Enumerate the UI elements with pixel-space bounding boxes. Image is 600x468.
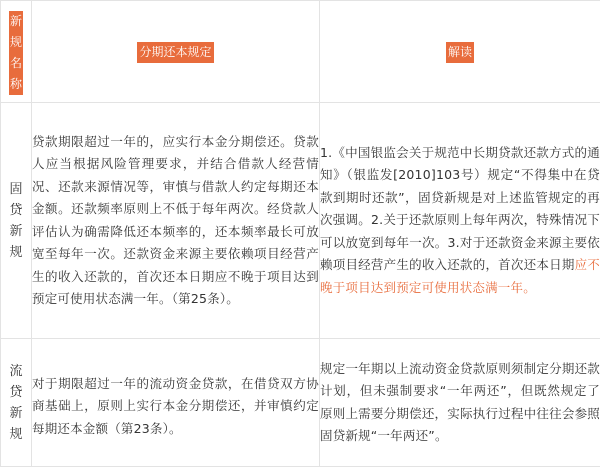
row-name-char: 规	[9, 244, 23, 260]
interpretation-highlight: 应不晚于项目达到预定可使用状态满一年。	[320, 257, 600, 295]
interpretation-text: 1.《中国银监会关于规范中长期贷款还款方式的通知》（银监发[2010]103号）规定“不得集中在贷款到期时还款”，固贷新规是对上述监管规定的再次强调。2.关于还款原则上每年两次，特殊情况下可以放宽到每年一次。3.对于还款资金来源主要依赖项目经营产生的收入还款的，首次还本日期	[320, 144, 600, 273]
header-name-char: 名	[9, 53, 23, 74]
row-name-char: 流	[9, 363, 23, 379]
row-name-char: 新	[9, 405, 23, 421]
row-name-char: 规	[9, 426, 23, 442]
interpretation-text: 规定一年期以上流动资金贷款原则须制定分期还款计划，但未强制要求“一年两还”，但既然规定了原则上需要分期偿还，实际执行过程中往往会参照固贷新规“一年两还”。	[320, 339, 600, 467]
header-rule-label: 分期还本规定	[137, 42, 213, 63]
row-name-char: 贷	[9, 202, 23, 218]
header-interpretation-cell	[320, 1, 600, 103]
table-row	[1, 339, 600, 467]
header-name-cell	[1, 1, 32, 103]
header-name-char: 称	[9, 74, 23, 95]
row-name-cell	[1, 103, 32, 339]
header-row	[1, 1, 600, 103]
interpretation-cell	[320, 103, 600, 339]
row-name-char: 贷	[9, 384, 23, 400]
row-name-char: 固	[9, 181, 23, 197]
table-row	[1, 103, 600, 339]
header-rule-cell	[32, 1, 320, 103]
rule-text: 贷款期限超过一年的，应实行本金分期偿还。贷款人应当根据风险管理要求，并结合借款人经营情况、还款来源情况等，审慎与借款人约定每期还本金额。还款频率原则上不低于每年两次。经贷款人评估认为确需降低还本频率的，还本频率最长可放宽至每年一次。还款资金来源主要依赖项目经营产生的收入还款的，首次还本日期应不晚于项目达到预定可使用状态满一年。（第25条）。	[32, 103, 320, 339]
row-name-cell	[1, 339, 32, 467]
header-name-char: 新	[9, 11, 23, 32]
header-interpretation-label: 解读	[446, 42, 474, 63]
rule-text: 对于期限超过一年的流动资金贷款，在借贷双方协商基础上，原则上实行本金分期偿还，并审慎约定每期还本金额（第23条）。	[32, 339, 320, 467]
row-name-char: 新	[9, 223, 23, 239]
header-name-char: 规	[9, 32, 23, 53]
